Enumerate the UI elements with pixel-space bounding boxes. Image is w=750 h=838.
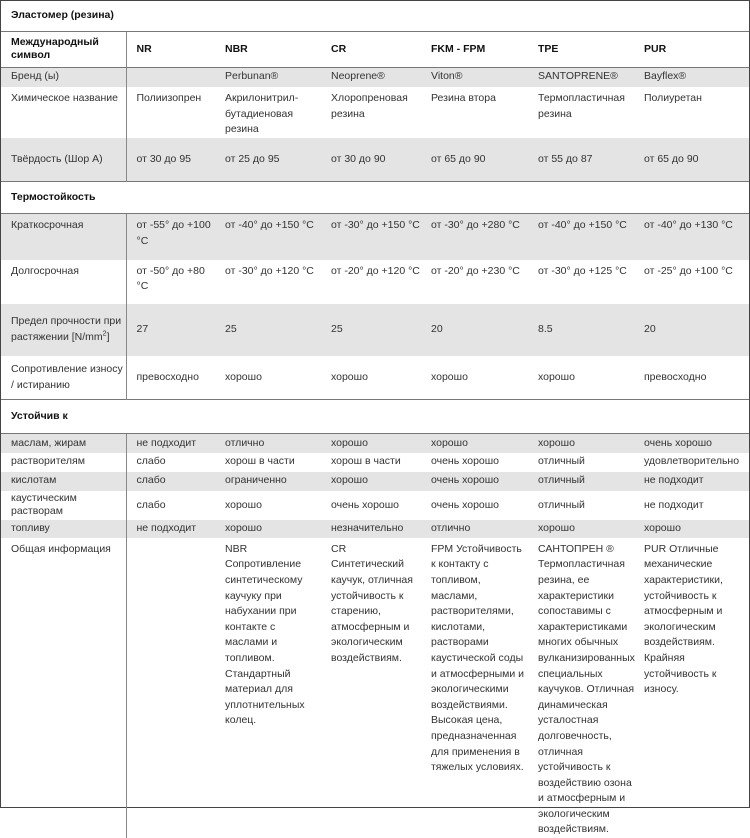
brand-row [1, 67, 749, 87]
table-cell: Полиизопрен [136, 92, 202, 104]
table-cell: слабо [136, 455, 166, 468]
table-cell: от -40° до +130 °C [634, 214, 749, 260]
table-cell: от -55° до +100 °C [126, 214, 215, 260]
table-cell: очень хорошо [421, 472, 528, 491]
table-cell: очень хорошо [634, 434, 749, 453]
header-row [1, 31, 749, 67]
table-cell: от -30° до +280 °C [421, 214, 528, 260]
table-cell: хорошо [431, 370, 468, 383]
table-cell: отличный [538, 455, 585, 468]
table-cell: от 30 до 90 [321, 138, 421, 182]
table-cell: слабо [126, 472, 215, 491]
section-title: Устойчив к [1, 400, 749, 434]
wear-row [1, 356, 749, 400]
general-info-row [1, 538, 749, 838]
table-cell: очень хорошо [431, 498, 500, 511]
short-term-row [1, 214, 749, 260]
resistance-row [1, 453, 749, 472]
table-cell: хорошо [215, 520, 321, 538]
table-cell: хорошо [225, 370, 262, 383]
table-cell: от 30 до 95 [126, 138, 215, 182]
header-col: CR [321, 31, 421, 67]
row-label: каустическим растворам [1, 491, 126, 520]
table-cell: отличный [538, 498, 585, 511]
table-cell: от -30° до +150 °C [321, 214, 421, 260]
section-title: Термостойкость [1, 182, 749, 214]
table-cell: хорошо [331, 370, 368, 383]
table-cell: PUR Отличные механические характеристики, устойчивость к атмосферным и экологическим воздействиям. Крайняя устойчивость к износу. [644, 542, 723, 696]
table-cell: не подходит [644, 498, 704, 511]
header-col: TPE [528, 31, 634, 67]
row-label: кислотам [1, 472, 126, 491]
row-label: Общая информация [1, 538, 126, 838]
table-cell: Полиуретан [644, 92, 702, 104]
table-cell: 8.5 [528, 304, 634, 356]
row-label: маслам, жирам [1, 434, 126, 453]
table-cell: Термопластичная резина [538, 92, 625, 120]
table-cell: Viton® [421, 67, 528, 87]
table-cell: 27 [126, 304, 215, 356]
table-cell: хорошо [528, 520, 634, 538]
row-label: Химическое название [1, 87, 126, 138]
table-cell: хорошо [634, 520, 749, 538]
table-cell: хорошо [225, 498, 262, 511]
header-col: FKM - FPM [421, 31, 528, 67]
row-label [1, 304, 126, 356]
table-cell: Акрилонитрил-бутадиеновая резина [225, 92, 299, 136]
table-cell: хорошо [321, 434, 421, 453]
resistance-row [1, 472, 749, 491]
table-cell: не подходит [634, 472, 749, 491]
table-cell: хорошо [528, 434, 634, 453]
table-cell: от 65 до 90 [634, 138, 749, 182]
row-label: Краткосрочная [1, 214, 126, 260]
heat-section-row [1, 182, 749, 214]
tensile-label-sup: 2 [102, 330, 107, 338]
table-cell: не подходит [126, 434, 215, 453]
header-col: NR [126, 31, 215, 67]
table-cell: САНТОПРЕН ® Термопластичная резина, ее характеристики сопоставимы с характеристиками многих обычных вулканизированных специальных каучуков. Отличная динамическая усталостная долговечность, отличная устойчивость к воздействию озона и атмосферным и экологическим воздействиям. [538, 542, 635, 836]
table-cell: хорош в части [331, 455, 401, 468]
table-cell [126, 67, 215, 87]
table-cell: 20 [634, 304, 749, 356]
table-title: Эластомер (резина) [1, 1, 749, 31]
resistance-row [1, 520, 749, 538]
table-cell: хорош в части [225, 455, 295, 468]
table-cell: ограниченно [215, 472, 321, 491]
table-cell: 25 [321, 304, 421, 356]
long-term-row [1, 260, 749, 304]
table-cell: 25 [215, 304, 321, 356]
table-cell: очень хорошо [431, 455, 500, 468]
row-label: Бренд (ы) [1, 67, 126, 87]
table-cell: от 25 до 95 [215, 138, 321, 182]
elastomer-table [1, 1, 749, 838]
table-cell: от 65 до 90 [421, 138, 528, 182]
tensile-label-end: ] [106, 330, 110, 343]
table-cell: Neoprene® [321, 67, 421, 87]
table-cell: хорошо [421, 434, 528, 453]
table-cell: от -40° до +150 °C [528, 214, 634, 260]
table-cell: от -40° до +150 °C [215, 214, 321, 260]
tensile-row [1, 304, 749, 356]
table-cell: незначительно [321, 520, 421, 538]
table-cell: 20 [421, 304, 528, 356]
tensile-label: Предел прочности при растяжении [N/mm [11, 315, 122, 343]
table-cell: от -20° до +230 °C [431, 264, 520, 277]
table-cell [126, 538, 215, 838]
row-label: Сопротивление износу / истиранию [1, 356, 126, 400]
table-cell: FPM Устойчивость к контакту с топливом, маслами, растворителями, кислотами, растворами каустической соды и атмосферными и экологическими воздействиями. Высокая цена, предназначенная для применения в тяжелых условиях. [431, 542, 525, 774]
title-row [1, 1, 749, 31]
table-cell: от -30° до +120 °C [225, 264, 314, 277]
table-cell: превосходно [136, 370, 199, 383]
table-cell: от -50° до +80 °C [136, 264, 205, 293]
chemical-name-row [1, 87, 749, 138]
hardness-row [1, 138, 749, 182]
table-cell: от 55 до 87 [528, 138, 634, 182]
table-cell: NBR Сопротивление синтетическому каучуку при набухании при контакте с маслами и топливом. Стандартный материал для уплотнительных колец. [225, 542, 305, 727]
table-cell: Perbunan® [215, 67, 321, 87]
resistance-row [1, 434, 749, 453]
table-cell: от -25° до +100 °C [644, 264, 733, 277]
row-label: растворителям [1, 453, 126, 472]
table-cell: Резина втора [431, 92, 496, 104]
header-col: NBR [215, 31, 321, 67]
row-label: Твёрдость (Шор А) [1, 138, 126, 182]
table-cell: не подходит [126, 520, 215, 538]
row-label: топливу [1, 520, 126, 538]
table-cell: отлично [215, 434, 321, 453]
table-cell: отличный [528, 472, 634, 491]
header-col: PUR [634, 31, 749, 67]
table-cell: очень хорошо [331, 498, 400, 511]
row-label: Долгосрочная [1, 260, 126, 304]
table-cell: от -30° до +125 °C [538, 264, 627, 277]
table-cell: Хлоропреновая резина [331, 92, 408, 120]
table-cell: Bayflex® [634, 67, 749, 87]
header-label: Международный символ [1, 31, 126, 67]
table-cell: CR Синтетический каучук, отличная устойчивость к старению, атмосферным и экологическим воздействиям. [331, 542, 413, 664]
table-cell: удовлетворительно [644, 455, 740, 468]
table-cell: хорошо [538, 370, 575, 383]
table-cell: слабо [136, 498, 166, 511]
table-cell: от -20° до +120 °C [331, 264, 420, 277]
table-cell: превосходно [644, 370, 707, 383]
table-cell: SANTOPRENE® [528, 67, 634, 87]
table-cell: отлично [421, 520, 528, 538]
table-cell: хорошо [321, 472, 421, 491]
resistant-section-row [1, 400, 749, 434]
resistance-row [1, 491, 749, 520]
